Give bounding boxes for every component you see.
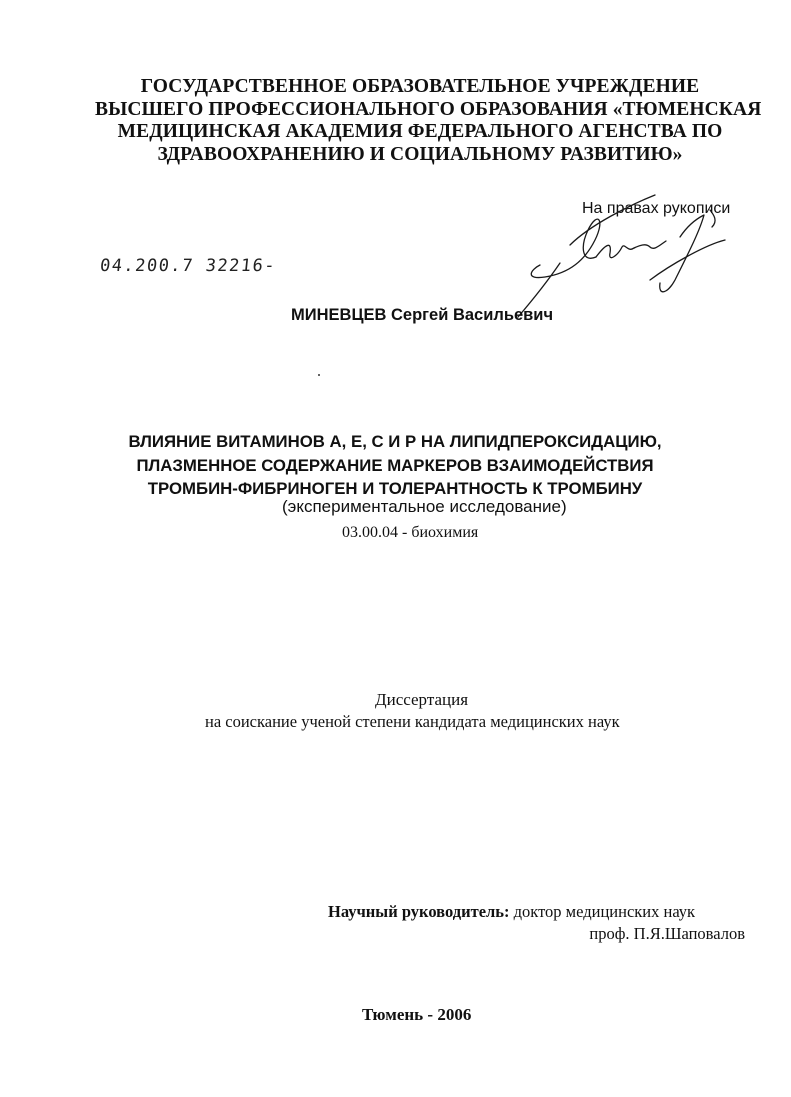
specialty-code: 03.00.04 - биохимия (342, 524, 479, 541)
institution-line: ГОСУДАРСТВЕННОЕ ОБРАЗОВАТЕЛЬНОЕ УЧРЕЖДЕНИЕ (140, 76, 700, 97)
institution-line: ЗДРАВООХРАНЕНИЮ И СОЦИАЛЬНОМУ РАЗВИТИЮ» (157, 143, 683, 165)
institution-header (95, 76, 762, 166)
thesis-subtitle: (экспериментальное исследование) (282, 497, 567, 516)
handwritten-signature (500, 185, 740, 325)
thesis-title (120, 430, 670, 501)
supervisor-name: проф. П.Я.Шаповалов (589, 924, 745, 943)
thesis-title-line: ПЛАЗМЕННОЕ СОДЕРЖАНИЕ МАРКЕРОВ ВЗАИМОДЕЙСТВИЯ (136, 455, 654, 475)
supervisor-block (328, 902, 695, 922)
institution-line: ВЫСШЕГО ПРОФЕССИОНАЛЬНОГО ОБРАЗОВАНИЯ «ТЮМЕНСКАЯ (95, 98, 762, 120)
degree-statement: на соискание ученой степени кандидата медицинских наук (205, 712, 620, 731)
supervisor-degree: доктор медицинских наук (513, 902, 696, 921)
thesis-title-line: ВЛИЯНИЕ ВИТАМИНОВ А, Е, С И Р НА ЛИПИДПЕРОКСИДАЦИЮ, (128, 432, 662, 451)
thesis-title-line: ТРОМБИН-ФИБРИНОГЕН И ТОЛЕРАНТНОСТЬ К ТРОМБИНУ (147, 479, 643, 498)
city-year: Тюмень - 2006 (362, 1005, 472, 1024)
dissertation-type: Диссертация (375, 690, 469, 709)
manuscript-rights-note: На правах рукописи (582, 200, 731, 217)
author-name: МИНЕВЦЕВ Сергей Васильевич (291, 306, 554, 324)
scan-speck (318, 374, 320, 376)
registration-stamp: 04.200.7 32216- (98, 256, 278, 276)
institution-line: МЕДИЦИНСКАЯ АКАДЕМИЯ ФЕДЕРАЛЬНОГО АГЕНСТВА ПО (117, 121, 723, 142)
supervisor-label: Научный руководитель: (328, 902, 510, 921)
